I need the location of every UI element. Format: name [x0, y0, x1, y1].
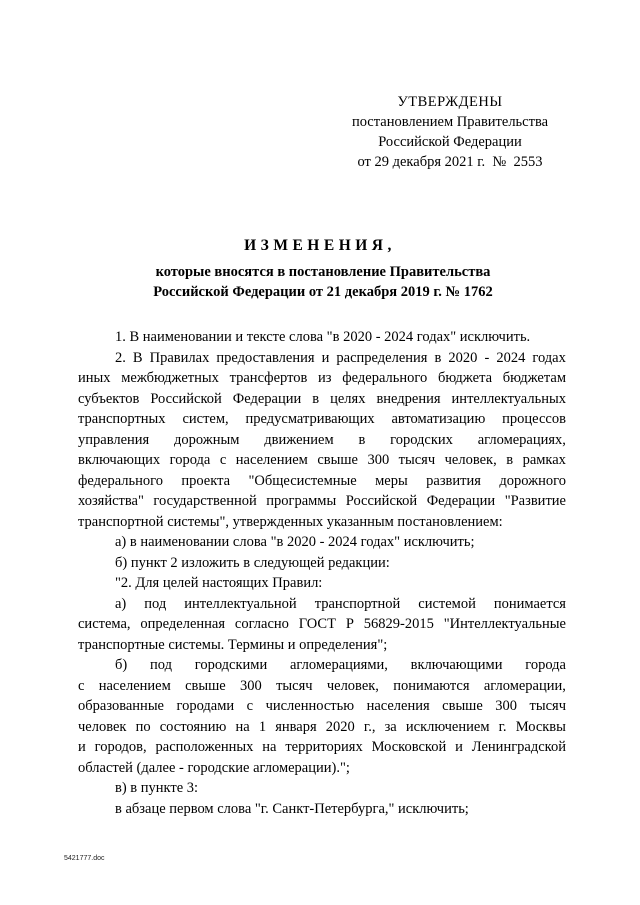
- body-line: с населением свыше 300 тысяч человек, понимаются агломерации,: [78, 677, 566, 694]
- body-line: областей (далее - городские агломерации).";: [78, 759, 350, 776]
- approval-heading: УТВЕРЖДЕНЫ: [397, 94, 503, 110]
- approval-line-2: постановлением Правительства: [351, 114, 549, 130]
- body-line: и городов, расположенных на территориях Московской и Ленинградской: [78, 739, 566, 755]
- body-line: б) пункт 2 изложить в следующей редакции:: [115, 554, 390, 571]
- body-line: 2. В Правилах предоставления и распределения в 2020 - 2024 годах: [115, 349, 566, 366]
- body-line: транспортных систем, предусматривающих автоматизацию процессов: [78, 411, 566, 427]
- document-body: [78, 327, 566, 819]
- body-line: субъектов Российской Федерации в целях внедрения интеллектуальных: [78, 390, 566, 407]
- body-line: а) в наименовании слова "в 2020 - 2024 годах" исключить;: [115, 534, 475, 550]
- body-line: транспортной системы", утвержденных указанным постановлением:: [78, 513, 503, 530]
- body-line: в абзаце первом слова "г. Санкт-Петербурга," исключить;: [115, 800, 469, 817]
- body-line: в) в пункте 3:: [115, 780, 199, 796]
- file-code: 5421777.doc: [64, 855, 105, 862]
- body-line: система, определенная согласно ГОСТ Р 56829-2015 "Интеллектуальные: [78, 616, 566, 632]
- approval-stamp: [336, 92, 564, 172]
- body-line: человек по состоянию на 1 января 2020 г., за исключением г. Москвы: [78, 718, 566, 735]
- body-line: 1. В наименовании и тексте слова "в 2020 - 2024 годах" исключить.: [115, 329, 531, 345]
- approval-line-3: Российской Федерации: [378, 134, 522, 150]
- approval-date-number: от 29 декабря 2021 г. № 2553: [357, 154, 543, 170]
- body-line: образованные городами с численностью населения свыше 300 тысяч: [78, 698, 566, 714]
- body-line: хозяйства" государственной программы Российской Федерации "Развитие: [78, 493, 566, 509]
- body-line: а) под интеллектуальной транспортной системой понимается: [115, 595, 566, 612]
- document-title: ИЗМЕНЕНИЯ,: [244, 237, 396, 254]
- body-line: иных межбюджетных трансфертов из федерального бюджета бюджетам: [78, 370, 566, 386]
- body-line: управления дорожным движением в городских агломерациях,: [78, 431, 566, 448]
- subtitle-line-2: Российской Федерации от 21 декабря 2019 г. № 1762: [153, 284, 493, 300]
- document-subtitle: [78, 262, 568, 302]
- body-line: "2. Для целей настоящих Правил:: [115, 575, 323, 591]
- body-line: б) под городскими агломерациями, включающими города: [115, 657, 566, 673]
- subtitle-line-1: которые вносятся в постановление Правительства: [155, 264, 491, 280]
- body-line: федерального проекта "Общесистемные меры развития дорожного: [78, 472, 566, 489]
- body-line: включающих города с населением свыше 300 тысяч человек, в рамках: [78, 452, 566, 468]
- body-line: транспортные системы. Термины и определения";: [78, 636, 388, 653]
